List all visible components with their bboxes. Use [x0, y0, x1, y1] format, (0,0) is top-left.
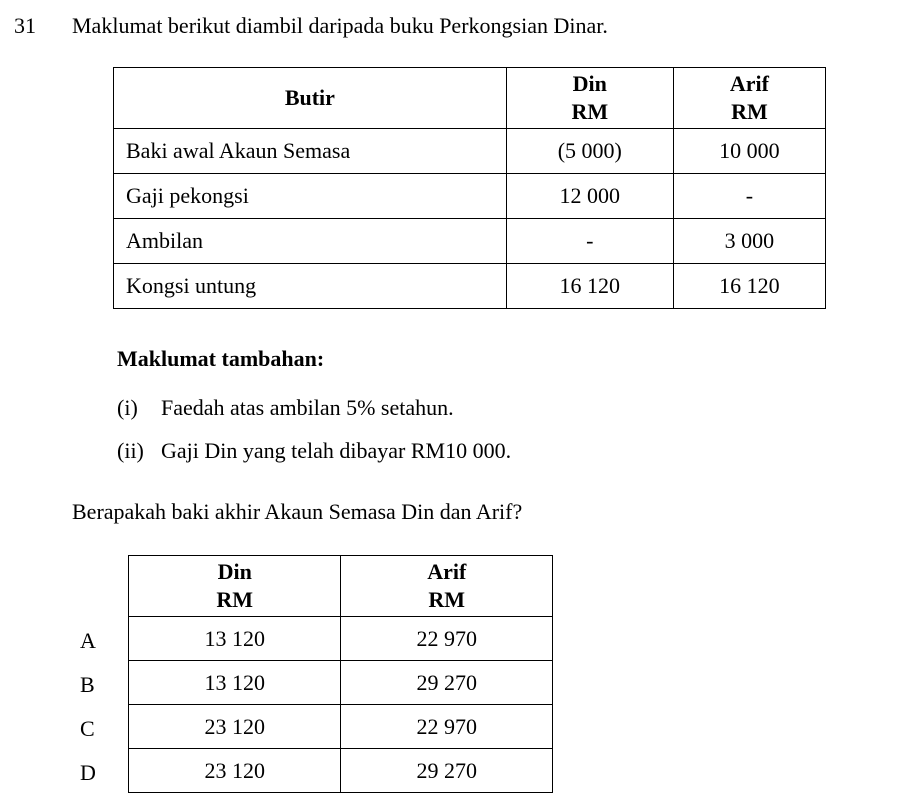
answer-header-arif: [341, 556, 553, 617]
option-arif-value: 29 270: [341, 749, 553, 793]
option-row-b[interactable]: [129, 661, 553, 705]
option-din-value: 13 120: [129, 617, 341, 661]
header-arif-unit: RM: [731, 99, 768, 124]
additional-info-title: Maklumat tambahan:: [117, 346, 325, 371]
table-row: [114, 129, 826, 174]
option-row-d[interactable]: [129, 749, 553, 793]
option-letter-d[interactable]: D: [80, 760, 96, 785]
header-arif-name: Arif: [729, 71, 769, 96]
row-item: Baki awal Akaun Semasa: [114, 129, 507, 174]
header-din-name: Din: [572, 71, 607, 96]
row-item: Gaji pekongsi: [114, 174, 507, 219]
table-row: [114, 174, 826, 219]
row-item: Kongsi untung: [114, 264, 507, 309]
option-row-c[interactable]: [129, 705, 553, 749]
additional-info-text: Gaji Din yang telah dibayar RM10 000.: [161, 438, 512, 463]
additional-info-label: (ii): [117, 438, 144, 463]
question-prompt: Berapakah baki akhir Akaun Semasa Din dan Arif?: [72, 499, 523, 524]
option-din-value: 23 120: [129, 705, 341, 749]
question-stem: Maklumat berikut diambil daripada buku Perkongsian Dinar.: [72, 13, 608, 38]
row-din-value: 12 000: [506, 174, 673, 219]
answer-header-din-unit: RM: [216, 587, 254, 612]
option-row-a[interactable]: [129, 617, 553, 661]
answer-header-din-name: Din: [217, 559, 252, 584]
option-arif-value: 29 270: [341, 661, 553, 705]
option-arif-value: 22 970: [341, 617, 553, 661]
answer-table-header-row: [129, 556, 553, 617]
answer-header-arif-unit: RM: [428, 587, 466, 612]
additional-info-text: Faedah atas ambilan 5% setahun.: [161, 395, 454, 420]
row-din-value: 16 120: [506, 264, 673, 309]
answer-header-din: [129, 556, 341, 617]
option-letter-c[interactable]: C: [80, 716, 95, 741]
option-din-value: 23 120: [129, 749, 341, 793]
row-din-value: (5 000): [506, 129, 673, 174]
table-row: [114, 264, 826, 309]
row-arif-value: 16 120: [673, 264, 825, 309]
row-arif-value: -: [673, 174, 825, 219]
header-din-unit: RM: [571, 99, 609, 124]
header-arif: [673, 68, 825, 129]
row-arif-value: 3 000: [673, 219, 825, 264]
header-din: [506, 68, 673, 129]
answer-options-table: [128, 555, 553, 793]
answer-header-arif-name: Arif: [427, 559, 467, 584]
additional-info-item: [117, 438, 511, 464]
header-item: Butir: [114, 68, 507, 129]
row-arif-value: 10 000: [673, 129, 825, 174]
option-letter-b[interactable]: B: [80, 672, 95, 697]
row-item: Ambilan: [114, 219, 507, 264]
option-din-value: 13 120: [129, 661, 341, 705]
row-din-value: -: [506, 219, 673, 264]
table-row: [114, 219, 826, 264]
additional-info-label: (i): [117, 395, 138, 420]
partnership-info-table: [113, 67, 826, 309]
additional-info-item: [117, 395, 454, 421]
info-table-header-row: [114, 68, 826, 129]
option-arif-value: 22 970: [341, 705, 553, 749]
option-letter-a[interactable]: A: [80, 628, 96, 653]
question-number: 31: [14, 13, 36, 38]
